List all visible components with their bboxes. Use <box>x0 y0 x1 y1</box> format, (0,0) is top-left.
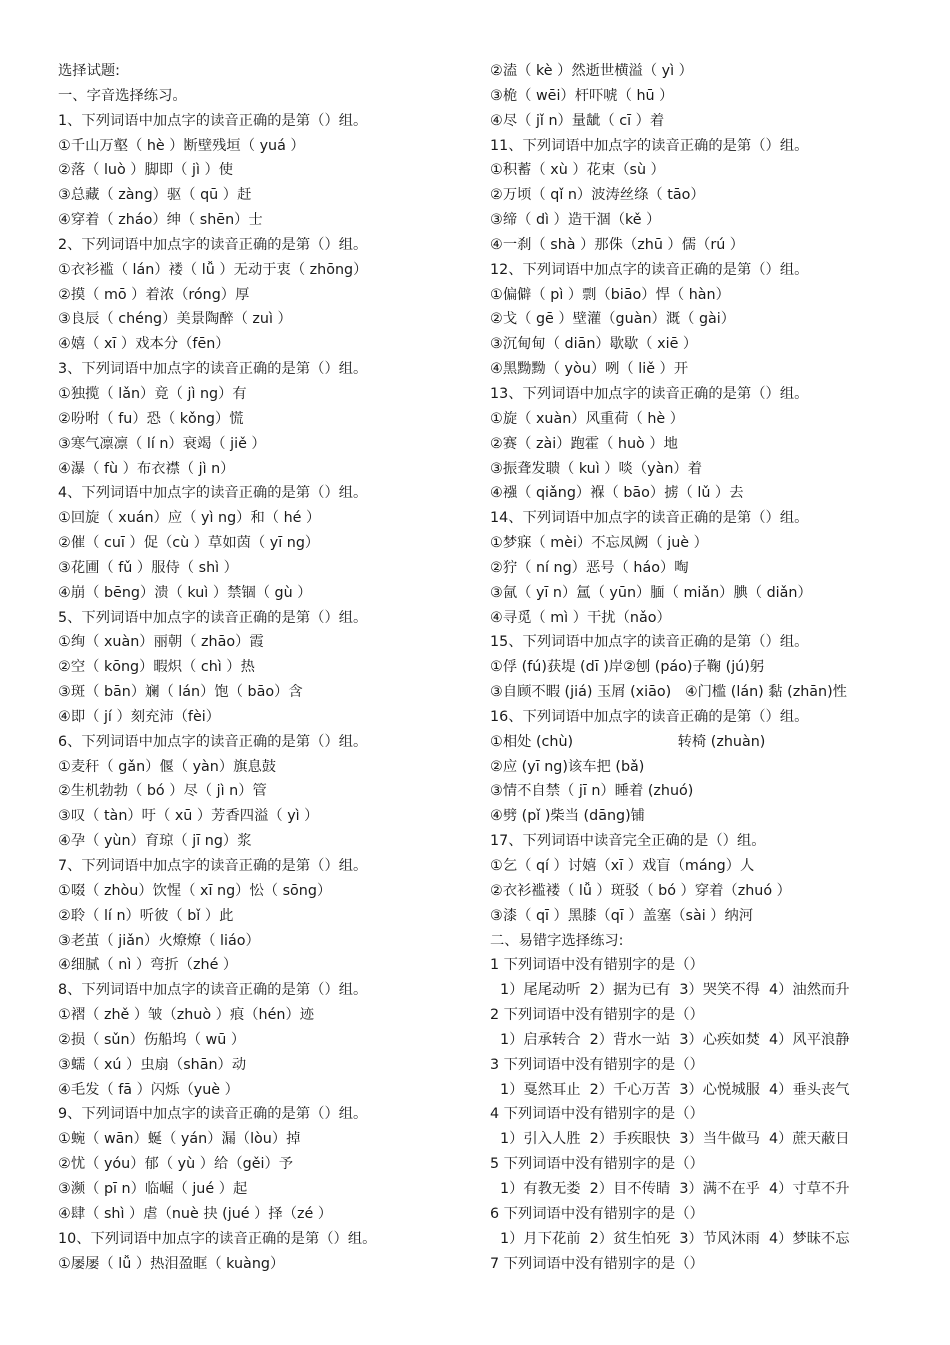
answer-option: ①啜（ zhòu）饮惺（ xī ng）忪（ sōng） <box>58 882 332 899</box>
answer-option: ②生机勃勃（ bó ）尽（ jì n）管 <box>58 783 267 800</box>
question-stem: 2、下列词语中加点字的读音正确的是第（）组。 <box>58 236 368 253</box>
answer-option: ④孕（ yùn）育琼（ jī ng）浆 <box>58 833 252 850</box>
answer-option: ③濒（ pī n）临崛（ jué ）起 <box>58 1180 248 1197</box>
answer-option: ②衣衫褴褛（ lǚ ）斑驳（ bó ）穿着（zhuó ） <box>490 882 791 899</box>
answer-option: ③寒气凛凛（ lí n）衰竭（ jiě ） <box>58 435 266 452</box>
answer-option: 1）戛然耳止 2）千心万苦 3）心悦城服 4）垂头丧气 <box>500 1081 850 1098</box>
answer-option: ①俘 (fú)获堤 (dī )岸②刨 (páo)子鞠 (jú)躬 <box>490 659 765 676</box>
answer-option: ①绚（ xuàn）丽朝（ zhāo）霞 <box>58 634 264 651</box>
question-stem: 11、下列词语中加点字的读音正确的是第（）组。 <box>490 137 809 154</box>
question-stem: 3、下列词语中加点字的读音正确的是第（）组。 <box>58 361 368 378</box>
answer-option: ④襁（ qiǎng）褓（ bāo）掳（ lǔ ）去 <box>490 485 744 502</box>
answer-option: ①乞（ qí ）讨嬉（xī ）戏盲（máng）人 <box>490 858 755 874</box>
answer-option: ②应 (yī ng)该车把 (bǎ) <box>490 758 645 775</box>
answer-option: ③叹（ tàn）吁（ xū ）芳香四溢（ yì ） <box>58 808 319 825</box>
answer-option: ①积蓄（ xù ）花束（sù ） <box>490 162 665 179</box>
answer-option: ③花圃（ fǔ ）服侍（ shì ） <box>58 559 238 576</box>
question-stem: 5、下列词语中加点字的读音正确的是第（）组。 <box>58 609 368 626</box>
answer-option: ①独揽（ lǎn）竟（ jì ng）有 <box>58 385 247 402</box>
answer-option: ①麦秆（ gǎn）偃（ yàn）旗息鼓 <box>58 758 277 775</box>
answer-option: ②聆（ lí n）听彼（ bǐ ）此 <box>58 907 234 924</box>
question-stem: 6 下列词语中没有错别字的是（） <box>490 1205 704 1222</box>
answer-option: ②摸（ mō ）着浓（róng）厚 <box>58 286 250 303</box>
answer-option: ④细腻（ nì ）弯折（zhé ） <box>58 957 238 974</box>
answer-option: ③良辰（ chéng）美景陶醉（ zuì ） <box>58 311 292 328</box>
question-stem: 7 下列词语中没有错别字的是（） <box>490 1255 704 1272</box>
answer-option: ①屡屡（ lǚ ）热泪盈眶（ kuàng） <box>58 1255 285 1272</box>
answer-option: ③振聋发聩（ kuì ）啖（yàn）着 <box>490 460 703 477</box>
answer-option: ②戈（ gē ）壁灌（guàn）溉（ gài） <box>490 311 736 328</box>
answer-option: ①衣衫褴（ lán）褛（ lǚ ）无动于衷（ zhōng） <box>58 261 368 278</box>
answer-option: ②损（ sǔn）伤船坞（ wū ） <box>58 1031 246 1048</box>
answer-option: ③自顾不暇 (jiá) 玉屑 (xiāo) ④门槛 (lán) 黏 (zhān)性 <box>490 684 847 701</box>
answer-option: ②催（ cuī ）促（cù ）草如茵（ yī ng） <box>58 535 320 552</box>
question-stem: 16、下列词语中加点字的读音正确的是第（）组。 <box>490 708 809 725</box>
answer-option: ④瀑（ fù ）布衣襟（ jì n） <box>58 460 235 477</box>
answer-option: ②落（ luò ）脚即（ jì ）使 <box>58 162 234 179</box>
answer-option: ④毛发（ fā ）闪烁（yuè ） <box>58 1081 239 1098</box>
answer-option: ②空（ kōng）暇炽（ chì ）热 <box>58 659 255 676</box>
answer-option: ②吩咐（ fu）恐（ kǒng）慌 <box>58 410 244 427</box>
doc-line: 选择试题: <box>58 63 121 79</box>
question-stem: 4、下列词语中加点字的读音正确的是第（）组。 <box>58 485 368 502</box>
answer-option: ④嬉（ xī ）戏本分（fēn） <box>58 336 230 353</box>
answer-option: ②忧（ yóu）郁（ yù ）给（gěi）予 <box>58 1156 294 1173</box>
answer-option: 1）有教无娄 2）目不传睛 3）满不在乎 4）寸草不升 <box>500 1180 850 1197</box>
answer-option: ①偏僻（ pì ）剽（biāo）悍（ hàn） <box>490 286 730 303</box>
question-stem: 3 下列词语中没有错别字的是（） <box>490 1056 704 1073</box>
question-stem: 5 下列词语中没有错别字的是（） <box>490 1156 704 1173</box>
answer-option: ④崩（ bēng）溃（ kuì ）禁锢（ gù ） <box>58 584 312 601</box>
question-stem: 13、下列词语中加点字的读音正确的是第（）组。 <box>490 385 809 402</box>
answer-option: ②溘（ kè ）然逝世横溢（ yì ） <box>490 63 693 79</box>
answer-option: ②万顷（ qǐ n）波涛丝绦（ tāo） <box>490 187 705 204</box>
answer-option: ④黑黝黝（ yòu）咧（ liě ）开 <box>490 361 689 378</box>
answer-option: ①回旋（ xuán）应（ yì ng）和（ hé ） <box>58 510 321 527</box>
answer-option: ②赛（ zài）跑霍（ huò ）地 <box>490 435 678 452</box>
question-stem: 14、下列词语中加点字的读音正确的是第（）组。 <box>490 510 809 527</box>
answer-option: ④尽（ jǐ n）量龇（ cī ）着 <box>490 112 665 129</box>
answer-option: 1）月下花前 2）贫生怕死 3）节风沐雨 4）梦昧不忘 <box>500 1230 850 1247</box>
question-stem: 8、下列词语中加点字的读音正确的是第（）组。 <box>58 982 368 999</box>
answer-option: ④劈 (pǐ )柴当 (dāng)铺 <box>490 808 645 825</box>
answer-option: 1）引入人胜 2）手疾眼快 3）当牛做马 4）蔗天蔽日 <box>500 1131 850 1148</box>
question-stem: 2 下列词语中没有错别字的是（） <box>490 1007 704 1024</box>
section-heading: 二、易错字选择练习: <box>490 932 624 949</box>
question-stem: 1、下列词语中加点字的读音正确的是第（）组。 <box>58 112 368 129</box>
section-heading: 一、字音选择练习。 <box>58 87 187 104</box>
answer-option: ③情不自禁（ jī n）睡着 (zhuó) <box>490 783 694 800</box>
answer-option: ④肆（ shì ）虐（nuè 抉 (jué ）择（zé ） <box>58 1205 333 1222</box>
answer-option: 1）启承转合 2）背水一站 3）心疾如焚 4）风平浪静 <box>500 1031 850 1048</box>
answer-option: ③氤（ yī n）氲（ yūn）腼（ miǎn）腆（ diǎn） <box>490 584 812 601</box>
answer-option: ③总藏（ zàng）驱（ qū ）赶 <box>58 187 252 204</box>
answer-option: ③蠕（ xú ）虫扇（shān）动 <box>58 1056 247 1073</box>
answer-option: ④一刹（ shà ）那侏（zhū ）儒（rú ） <box>490 236 745 253</box>
question-stem: 6、下列词语中加点字的读音正确的是第（）组。 <box>58 733 368 750</box>
answer-option: ③缔（ dì ）造干涸（kě ） <box>490 212 661 229</box>
answer-option: ②狞（ ní ng）恶号（ háo）啕 <box>490 559 689 576</box>
question-stem: 10、下列词语中加点字的读音正确的是第（）组。 <box>58 1230 377 1247</box>
answer-option: ③桅（ wēi）杆吓唬（ hū ） <box>490 87 674 104</box>
question-stem: 7、下列词语中加点字的读音正确的是第（）组。 <box>58 858 368 874</box>
answer-option: 1）尾尾动听 2）据为已有 3）哭笑不得 4）油然而升 <box>500 982 850 999</box>
answer-option: ④即（ jí ）刻充沛（fèi） <box>58 708 221 725</box>
question-stem: 9、下列词语中加点字的读音正确的是第（）组。 <box>58 1106 368 1123</box>
answer-option: ③沉甸甸（ diān）歇歇（ xiē ） <box>490 336 698 353</box>
answer-option: ①褶（ zhě ）皱（zhuò ）痕（hén）迹 <box>58 1007 315 1024</box>
question-stem: 4 下列词语中没有错别字的是（） <box>490 1106 704 1123</box>
answer-option: ③漆（ qī ）黑膝（qī ）盖塞（sài ）纳河 <box>490 907 754 924</box>
answer-option: ①旋（ xuàn）风重荷（ hè ） <box>490 410 685 427</box>
answer-option: ①梦寐（ mèi）不忘凤阙（ juè ） <box>490 535 708 552</box>
answer-option: ①相处 (chù) 转椅 (zhuàn) <box>490 733 766 750</box>
answer-option: ④穿着（ zháo）绅（ shēn）士 <box>58 212 263 229</box>
question-stem: 17、下列词语中读音完全正确的是（）组。 <box>490 833 766 850</box>
question-stem: 15、下列词语中加点字的读音正确的是第（）组。 <box>490 634 809 651</box>
answer-option: ③斑（ bān）斓（ lán）饱（ bāo）含 <box>58 684 303 701</box>
question-stem: 12、下列词语中加点字的读音正确的是第（）组。 <box>490 261 809 278</box>
answer-option: ④寻觅（ mì ）干扰（nǎo） <box>490 609 671 626</box>
question-stem: 1 下列词语中没有错别字的是（） <box>490 957 704 974</box>
answer-option: ①蜿（ wān）蜒（ yán）漏（lòu）掉 <box>58 1131 301 1148</box>
answer-option: ①千山万壑（ hè ）断壁残垣（ yuá ） <box>58 137 305 154</box>
left-column <box>58 59 468 1276</box>
answer-option: ③老茧（ jiǎn）火燎燎（ liáo） <box>58 932 260 949</box>
right-column <box>490 59 930 1276</box>
